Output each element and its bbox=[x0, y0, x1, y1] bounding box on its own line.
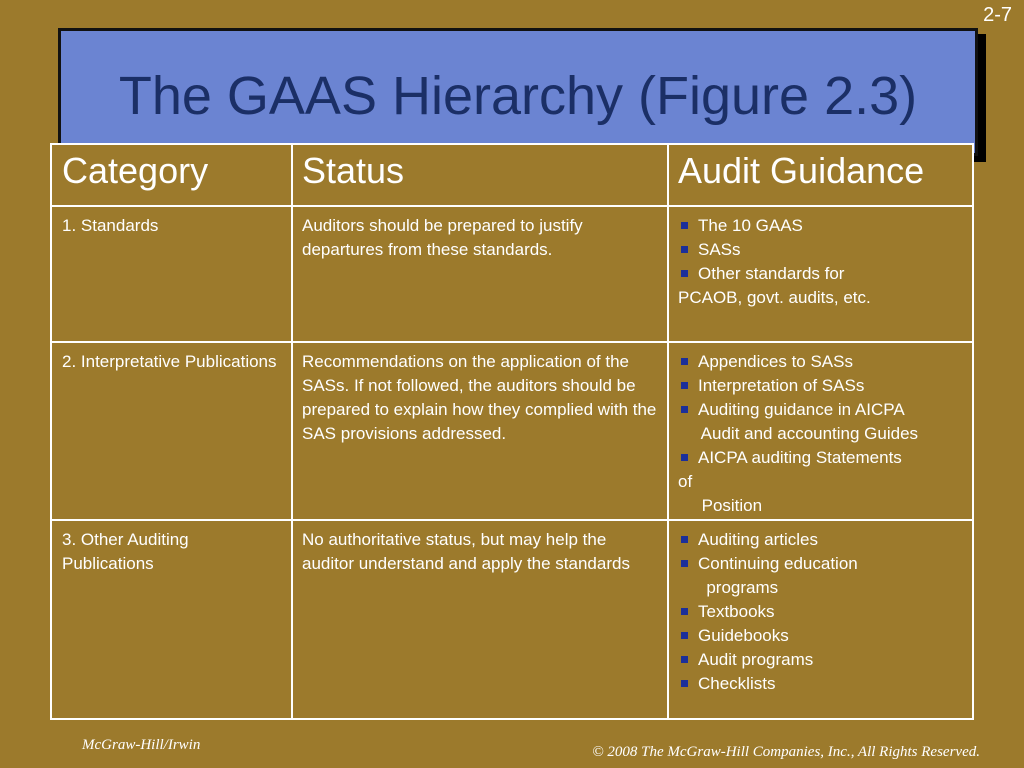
square-bullet-icon bbox=[681, 246, 688, 253]
status-cell: No authoritative status, but may help the auditor understand and apply the standards bbox=[302, 530, 630, 573]
header-status: Status bbox=[302, 150, 405, 191]
guidance-text: The 10 GAAS bbox=[698, 216, 803, 235]
column-divider bbox=[667, 145, 669, 718]
category-cell: 2. Interpretative Publications bbox=[62, 352, 277, 371]
table-row bbox=[52, 520, 972, 718]
row-divider bbox=[52, 519, 972, 521]
guidance-text: Continuing education bbox=[698, 554, 858, 573]
slide-number: 2-7 bbox=[983, 4, 1012, 26]
guidance-bullet-item bbox=[678, 600, 962, 624]
square-bullet-icon bbox=[681, 358, 688, 365]
square-bullet-icon bbox=[681, 608, 688, 615]
guidance-bullet-item bbox=[678, 262, 962, 286]
status-cell: Recommendations on the application of the SASs. If not followed, the auditors should be prepared to explain how they complied with the SAS provisions addressed. bbox=[302, 352, 657, 443]
guidance-bullet-item bbox=[678, 624, 962, 648]
guidance-continuation-line bbox=[678, 422, 962, 446]
guidance-bullet-item bbox=[678, 238, 962, 262]
square-bullet-icon bbox=[681, 632, 688, 639]
row-divider bbox=[52, 205, 972, 207]
guidance-bullet-item bbox=[678, 398, 962, 422]
guidance-continuation-line bbox=[678, 494, 962, 518]
guidance-text: Textbooks bbox=[698, 602, 775, 621]
guidance-text: Guidebooks bbox=[698, 626, 789, 645]
square-bullet-icon bbox=[681, 406, 688, 413]
square-bullet-icon bbox=[681, 382, 688, 389]
guidance-cell bbox=[668, 342, 972, 520]
guidance-continuation-line bbox=[678, 576, 962, 600]
guidance-continuation-line bbox=[678, 286, 962, 310]
guidance-bullet-item bbox=[678, 528, 962, 552]
guidance-text: programs bbox=[678, 578, 779, 597]
guidance-text: Position bbox=[678, 496, 763, 515]
guidance-text: PCAOB, govt. audits, etc. bbox=[678, 288, 871, 307]
header-audit-guidance: Audit Guidance bbox=[678, 150, 925, 191]
category-cell: 3. Other Auditing Publications bbox=[62, 530, 189, 573]
guidance-text: Other standards for bbox=[698, 264, 845, 283]
guidance-text: Checklists bbox=[698, 674, 776, 693]
guidance-cell bbox=[668, 206, 972, 342]
guidance-bullet-item bbox=[678, 374, 962, 398]
guidance-text: Auditing guidance in AICPA bbox=[698, 400, 905, 419]
guidance-bullet-item bbox=[678, 672, 962, 696]
category-cell: 1. Standards bbox=[62, 216, 159, 235]
column-divider bbox=[291, 145, 293, 718]
table-row bbox=[52, 206, 972, 342]
square-bullet-icon bbox=[681, 536, 688, 543]
guidance-text: Interpretation of SASs bbox=[698, 376, 865, 395]
guidance-list bbox=[678, 528, 962, 696]
guidance-text: Appendices to SASs bbox=[698, 352, 853, 371]
guidance-cell bbox=[668, 520, 972, 718]
table-header-row bbox=[52, 145, 972, 206]
guidance-bullet-item bbox=[678, 446, 962, 470]
guidance-bullet-item bbox=[678, 648, 962, 672]
square-bullet-icon bbox=[681, 222, 688, 229]
guidance-bullet-item bbox=[678, 214, 962, 238]
guidance-text: Audit programs bbox=[698, 650, 814, 669]
gaas-hierarchy-table bbox=[50, 143, 974, 720]
table-row bbox=[52, 342, 972, 520]
publisher-footer: McGraw-Hill/Irwin bbox=[82, 737, 201, 753]
guidance-text: Audit and accounting Guides bbox=[678, 424, 919, 443]
guidance-text: AICPA auditing Statements bbox=[698, 448, 902, 467]
copyright-footer: © 2008 The McGraw-Hill Companies, Inc., All Rights Reserved. bbox=[592, 744, 980, 760]
header-category: Category bbox=[62, 150, 209, 191]
guidance-continuation-line bbox=[678, 470, 962, 494]
guidance-list bbox=[678, 350, 962, 518]
guidance-list bbox=[678, 214, 962, 310]
status-cell: Auditors should be prepared to justify departures from these standards. bbox=[302, 216, 583, 259]
square-bullet-icon bbox=[681, 454, 688, 461]
square-bullet-icon bbox=[681, 560, 688, 567]
guidance-bullet-item bbox=[678, 350, 962, 374]
guidance-text: SASs bbox=[698, 240, 741, 259]
guidance-bullet-item bbox=[678, 552, 962, 576]
title-box bbox=[58, 28, 978, 156]
square-bullet-icon bbox=[681, 270, 688, 277]
square-bullet-icon bbox=[681, 680, 688, 687]
row-divider bbox=[52, 341, 972, 343]
square-bullet-icon bbox=[681, 656, 688, 663]
slide-title: The GAAS Hierarchy (Figure 2.3) bbox=[118, 66, 918, 126]
guidance-text: of bbox=[678, 472, 693, 491]
guidance-text: Auditing articles bbox=[698, 530, 819, 549]
